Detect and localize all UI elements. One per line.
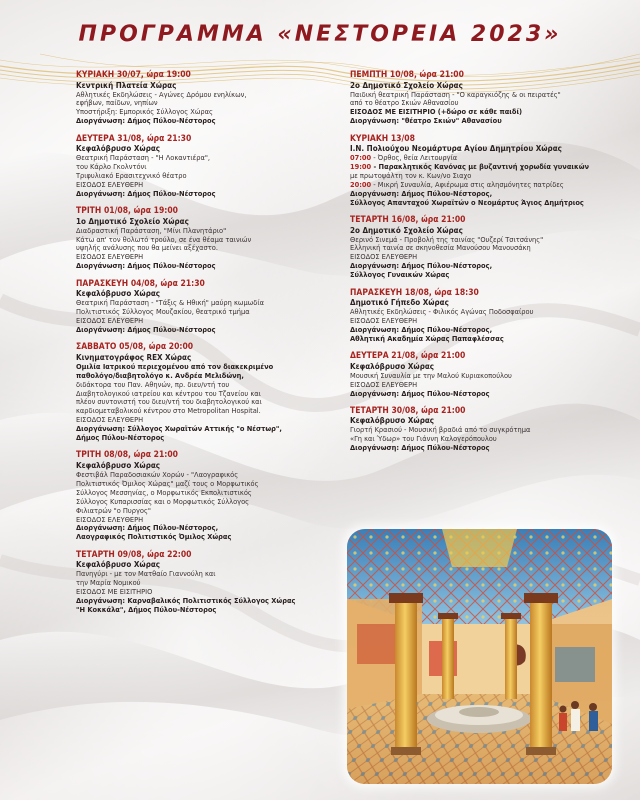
event-date-time: ΤΡΙΤΗ 08/08, ώρα 21:00 <box>76 450 178 461</box>
event-line: του Κάρλο Γκολντόνι <box>76 162 147 172</box>
event-date-time: ΣΑΒΒΑΤΟ 05/08, ώρα 20:00 <box>76 342 194 353</box>
event-line: με πρωτοψάλτη τον κ. Κων/νο Σιαχο <box>350 170 472 180</box>
event-date-time: ΠΑΡΑΣΚΕΥΗ 18/08, ώρα 18:30 <box>350 287 479 298</box>
event-date-time: ΚΥΡΙΑΚΗ 13/08 <box>350 133 415 144</box>
event-line: Διαδραστική Παράσταση, "Μίνι Πλανητάριο" <box>76 225 227 235</box>
event-time: 20:00 <box>350 179 372 189</box>
event-block <box>350 352 615 397</box>
event-organizer: Διοργάνωση: Καρναβαλικός Πολιτιστικός Σύλλογος Χώρας <box>76 595 296 605</box>
event-organizer: Διοργάνωση: "θέατρο Σκιών" Αθανασίου <box>350 116 502 126</box>
event-line: εφήβων, παίδων, νηπίων <box>76 98 158 108</box>
event-date-time: ΤΡΙΤΗ 01/08, ώρα 19:00 <box>76 206 178 217</box>
program-left-column <box>76 71 351 623</box>
event-line: Μουσική Συναυλία με την Μαλού Κυριακοπούλου <box>350 370 512 380</box>
event-line: Πολιτιστικός Σύλλογος Μουζακίου, θεατρικό τμήμα <box>76 307 250 317</box>
event-organizer: Αθλητική Ακαδημία Χώρας Παπαφλέσσας <box>350 333 504 343</box>
event-entry: ΕΙΣΟΔΟΣ ΕΛΕΥΘΕΡΗ <box>76 514 144 524</box>
event-line: καρδιομεταβολικού κέντρου στο Metropolitan Hospital. <box>76 406 261 416</box>
event-block <box>350 135 615 206</box>
event-venue: Δημοτικό Γήπεδο Χώρας <box>350 298 449 308</box>
event-line: Ομιλία Ιατρικού περιεχομένου από τον διακεκριμένο <box>76 361 274 371</box>
event-venue: 2ο Δημοτικό Σχολείο Χώρας <box>350 225 463 235</box>
event-line: από το θέατρο Σκιών Αθανασίου <box>350 98 459 108</box>
event-line: Θερινό Σινεμά - Προβολή της ταινίας "Ουζερί Τσιτσάνης" <box>350 234 544 244</box>
event-entry: ΕΙΣΟΔΟΣ ΕΛΕΥΘΕΡΗ <box>350 316 418 325</box>
event-organizer: Διοργάνωση: Δήμος Πύλου-Νέστορος, <box>350 261 493 271</box>
event-line: Υποστήριξη: Εμπορικός Σύλλογος Χώρας <box>76 107 213 117</box>
event-organizer: Διοργάνωση: Δήμος Πύλου-Νέστορος <box>350 443 490 453</box>
event-line: Σύλλογος Κυπαρισσίας και ο Μορφωτικός Σύλλογος <box>76 496 250 506</box>
event-time: 19:00 <box>350 162 372 172</box>
event-venue: Κεφαλόβρυσο Χώρας <box>76 460 161 470</box>
event-organizer: Διοργάνωση: Δήμος Πύλου-Νέστορος <box>76 188 216 198</box>
event-line: Τριφυλιακό Ερασιτεχνικό θέατρο <box>76 170 187 180</box>
event-block <box>76 207 351 270</box>
event-entry: ΕΙΣΟΔΟΣ ΕΛΕΥΘΕΡΗ <box>76 179 144 189</box>
event-block <box>350 407 615 452</box>
event-line <box>350 154 615 161</box>
event-line-text: - Παρακλητικός Κανόνας με βυζαντινή χορωδία γυναικών <box>371 162 590 172</box>
event-line: παθολόγο/διαβητολόγο κ. Ανδρέα Μελιδώνη, <box>76 370 244 380</box>
event-line: διδάκτορα του Παν. Αθηνών, πρ. διευ/ντή του <box>76 379 230 389</box>
event-entry: ΕΙΣΟΔΟΣ ΕΛΕΥΘΕΡΗ <box>350 252 418 262</box>
event-date-time: ΠΑΡΑΣΚΕΥΗ 04/08, ώρα 21:30 <box>76 278 205 289</box>
event-venue: Ι.Ν. Πολιούχου Νεομάρτυρα Αγίου Δημητρίου Χώρας <box>350 144 562 154</box>
event-organizer: Διοργάνωση: Δήμος Πύλου-Νέστορος <box>350 388 490 398</box>
event-organizer: Διοργάνωση: Δήμος Πύλου-Νέστορος, <box>76 523 219 533</box>
event-entry: ΕΙΣΟΔΟΣ ΕΛΕΥΘΕΡΗ <box>76 316 144 325</box>
event-venue: 1ο Δημοτικό Σχολείο Χώρας <box>76 216 189 226</box>
event-organizer: Λαογραφικός Πολιτιστικός Όμιλος Χώρας <box>76 532 232 542</box>
event-entry: ΕΙΣΟΔΟΣ ΕΛΕΥΘΕΡΗ <box>76 415 144 425</box>
event-venue: Κεφαλόβρυσο Χώρας <box>350 361 435 371</box>
event-organizer: Σύλλογος Γυναικών Χώρας <box>350 270 450 280</box>
palace-of-nestor-illustration <box>347 529 612 784</box>
event-line: Πολιτιστικός Όμιλος Χώρας" μαζί τους ο Μορφωτικός <box>76 478 259 488</box>
event-venue: Κινηματογράφος REX Χώρας <box>76 352 192 362</box>
event-line: πλέον συντονιστή του διευ/ντή του διαβητολογικού και <box>76 397 262 407</box>
event-line: υψηλής ανάλυσης που θα μείνει αξέχαστο. <box>76 243 218 253</box>
event-line: Γιορτή Κρασιού - Μουσική βραδιά από το συγκρότημα <box>350 425 531 435</box>
event-venue: Κεφαλόβρυσο Χώρας <box>76 560 161 570</box>
event-date-time: ΤΕΤΑΡΤΗ 09/08, ώρα 22:00 <box>76 549 192 560</box>
event-block <box>350 289 615 343</box>
event-line: Θεατρική Παράσταση - "Η Λοκαντιέρα", <box>76 153 210 163</box>
event-block <box>350 216 615 279</box>
event-block <box>76 451 351 540</box>
event-time: 07:00 <box>350 153 372 163</box>
event-block <box>76 343 351 441</box>
event-organizer: "Η Κοκκάλα", Δήμος Πύλου-Νέστορος <box>76 604 217 614</box>
event-organizer: Διοργάνωση: Δήμος Πύλου-Νέστορος <box>76 324 216 334</box>
event-block <box>76 551 351 614</box>
event-line <box>350 181 615 188</box>
event-entry: ΕΙΣΟΔΟΣ ΕΛΕΥΘΕΡΗ <box>76 252 144 262</box>
event-line: Θεατρική Παράσταση - "Τάξις & Ηθική" μαύρη κωμωδία <box>76 298 264 308</box>
event-line: Ελληνική ταινία σε σκηνοθεσία Μανούσου Μανουσάκη <box>350 243 531 253</box>
event-date-time: ΤΕΤΑΡΤΗ 16/08, ώρα 21:00 <box>350 215 466 226</box>
event-block <box>76 280 351 334</box>
event-line: Αθλητικές Εκδηλώσεις - Αγώνες Δρόμου ενηλίκων, <box>76 89 247 99</box>
event-organizer: Δήμος Πύλου-Νέστορος <box>76 433 165 443</box>
event-organizer: Διοργάνωση: Δήμος Πύλου-Νέστορος, <box>350 324 493 334</box>
event-line <box>350 163 615 170</box>
event-date-time: ΔΕΥΤΕΡΑ 31/08, ώρα 21:30 <box>76 133 192 144</box>
event-line: Πανηγύρι - με τον Ματθαίο Γιαννούλη και <box>76 569 216 579</box>
event-venue: Κεφαλόβρυσο Χώρας <box>76 144 161 154</box>
event-line: Φιλιατρών "ο Πυργος" <box>76 505 151 515</box>
event-organizer: Σύλλογος Απανταχού Χωραϊτών ο Νεομάρτυς Άγιος Δημήτριος <box>350 197 584 207</box>
event-line: «Γη και Ύδωρ» του Γιάννη Καλογερόπουλου <box>350 434 497 444</box>
page-title: ΠΡΟΓΡΑΜΜΑ «ΝΕΣΤΟΡΕΙΑ 2023» <box>78 22 562 47</box>
event-entry: ΕΙΣΟΔΟΣ ΜΕ ΕΙΣΙΤΗΡΙΟ (+δώρο σε κάθε παιδί) <box>350 107 523 117</box>
event-organizer: Διοργάνωση: Δήμος Πύλου-Νέστορος <box>76 261 216 271</box>
event-block <box>76 135 351 198</box>
program-right-column <box>350 71 615 462</box>
event-line-text: - Όρθος, θεία Λειτουργία <box>371 153 458 163</box>
event-line: Φεστιβάλ Παραδοσιακών Χορών - "Λαογραφικός <box>76 469 239 479</box>
event-entry: ΕΙΣΟΔΟΣ ΕΛΕΥΘΕΡΗ <box>350 379 418 389</box>
event-venue: Κεφαλόβρυσο Χώρας <box>76 289 161 299</box>
event-date-time: ΤΕΤΑΡΤΗ 30/08, ώρα 21:00 <box>350 405 466 416</box>
event-line: Σύλλογος Μεσσηνίας, ο Μορφωτικός Εκπολιτιστικός <box>76 487 252 497</box>
event-line: Παιδική θεατρική Παράσταση - "Ο καραγκιόζης & οι πειρατές" <box>350 89 561 99</box>
event-line: Κάτω απ' τον θολωτό τρούλο, σε ένα θέαμα ταινιών <box>76 234 252 244</box>
event-organizer: Διοργάνωση: Σύλλογος Χωραϊτών Αττικής "ο Νέστωρ", <box>76 424 282 434</box>
event-block <box>350 71 615 125</box>
event-venue: Κεντρική Πλατεία Χώρας <box>76 80 177 90</box>
event-date-time: ΔΕΥΤΕΡΑ 21/08, ώρα 21:00 <box>350 351 466 362</box>
event-entry: ΕΙΣΟΔΟΣ ΜΕ ΕΙΣΙΤΗΡΙΟ <box>76 587 153 597</box>
event-line-text: - Μικρή Συναυλία, Αφιέρωμα στις αλησμόνητες πατρίδες <box>371 179 564 189</box>
event-organizer: Διοργάνωση: Δήμος Πύλου-Νέστορος, <box>350 188 493 198</box>
event-line: Διαβητολογικού ιατρείου και κέντρου του Τζανείου και <box>76 388 261 398</box>
event-line: την Μαρία Νομικού <box>76 578 141 588</box>
event-date-time: ΚΥΡΙΑΚΗ 30/07, ώρα 19:00 <box>76 70 191 80</box>
event-line: Αθλητικές Εκδηλώσεις - Φιλικός Αγώνας Ποδοσφαίρου <box>350 307 534 317</box>
event-venue: Κεφαλόβρυσο Χώρας <box>350 416 435 426</box>
event-block <box>76 71 351 125</box>
event-venue: 2ο Δημοτικό Σχολείο Χώρας <box>350 80 463 90</box>
event-organizer: Διοργάνωση: Δήμος Πύλου-Νέστορος <box>76 116 216 126</box>
event-date-time: ΠΕΜΠΤΗ 10/08, ώρα 21:00 <box>350 70 464 80</box>
